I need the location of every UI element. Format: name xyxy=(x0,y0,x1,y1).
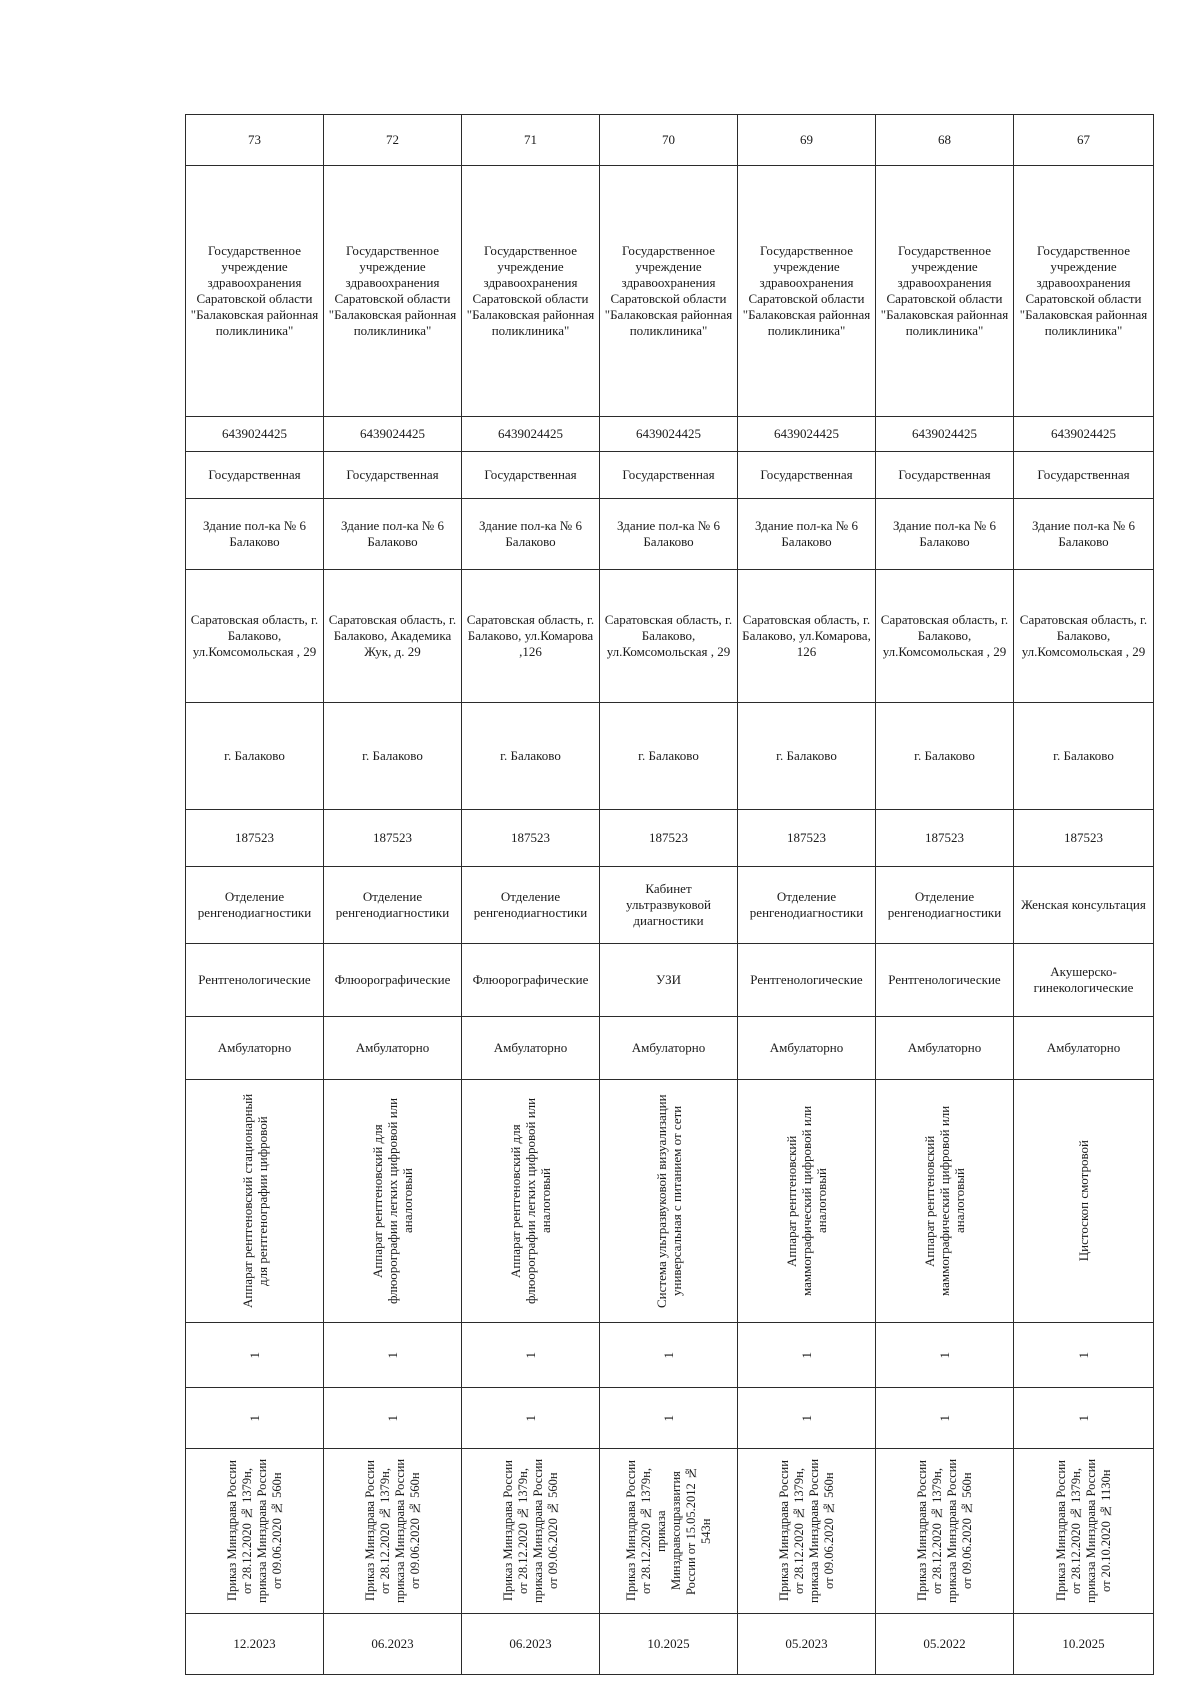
address-text: Саратовская область, г. Балаково, ул.Комсомольская , 29 xyxy=(1019,612,1148,659)
code-cell xyxy=(462,810,600,867)
device-text: Аппарат рентгеновский для флюорографии легких цифровой или аналоговый xyxy=(508,1097,553,1305)
organization-text: Государственное учреждение здравоохранения Саратовской области "Балаковская районная поликлиника" xyxy=(880,243,1009,338)
device-cell xyxy=(462,1080,600,1323)
qty-actual-text: 1 xyxy=(1076,1414,1091,1422)
ownership-cell xyxy=(600,452,738,499)
row-number-cell xyxy=(1014,115,1154,166)
organization-cell xyxy=(462,166,600,417)
address-text: Саратовская область, г. Балаково, ул.Комсомольская , 29 xyxy=(880,612,1009,659)
regulation-text: Приказ Минздрава России от 28.12.2020 № 1379н, приказа Минздрава России от 09.06.2020 № 560н xyxy=(500,1458,560,1604)
department-text: Отделение ренгенодиагностики xyxy=(473,889,588,920)
city-text: г. Балаково xyxy=(776,748,837,763)
device-text: Цистоскоп смотровой xyxy=(1076,1140,1091,1262)
qty-required-text: 1 xyxy=(247,1351,262,1359)
care-mode-text: Амбулаторно xyxy=(631,1040,706,1055)
inn-cell xyxy=(1014,417,1154,452)
table-row xyxy=(186,166,1154,417)
qty-actual-cell xyxy=(600,1388,738,1449)
date-text: 06.2023 xyxy=(509,1636,552,1651)
qty-actual-text: 1 xyxy=(523,1414,538,1422)
device-cell xyxy=(1014,1080,1154,1323)
qty-required-cell xyxy=(186,1323,324,1388)
ownership-text: Государственная xyxy=(760,467,853,482)
date-text: 12.2023 xyxy=(233,1636,276,1651)
regulation-cell xyxy=(324,1449,462,1614)
organization-cell xyxy=(1014,166,1154,417)
department-text: Отделение ренгенодиагностики xyxy=(887,889,1002,920)
table-row xyxy=(186,1323,1154,1388)
row-number-text: 73 xyxy=(248,132,261,147)
city-cell xyxy=(876,703,1014,810)
ownership-cell xyxy=(186,452,324,499)
city-cell xyxy=(324,703,462,810)
organization-text: Государственное учреждение здравоохранения Саратовской области "Балаковская районная поликлиника" xyxy=(466,243,595,338)
city-text: г. Балаково xyxy=(224,748,285,763)
code-cell xyxy=(738,810,876,867)
study-kind-text: Флюорографические xyxy=(334,972,451,987)
qty-required-cell xyxy=(462,1323,600,1388)
table-row xyxy=(186,1614,1154,1675)
study-kind-text: Флюорографические xyxy=(472,972,589,987)
address-cell xyxy=(738,570,876,703)
regulation-cell xyxy=(186,1449,324,1614)
regulation-cell xyxy=(738,1449,876,1614)
row-number-cell xyxy=(876,115,1014,166)
row-number-text: 67 xyxy=(1077,132,1090,147)
building-cell xyxy=(1014,499,1154,570)
device-text: Аппарат рентгеновский маммографический цифровой или аналоговый xyxy=(784,1105,829,1297)
care-mode-cell xyxy=(186,1017,324,1080)
table-row xyxy=(186,115,1154,166)
date-cell xyxy=(462,1614,600,1675)
table-row xyxy=(186,810,1154,867)
building-cell xyxy=(738,499,876,570)
table-row xyxy=(186,944,1154,1017)
study-kind-cell xyxy=(462,944,600,1017)
qty-actual-text: 1 xyxy=(247,1414,262,1422)
code-cell xyxy=(600,810,738,867)
device-cell xyxy=(186,1080,324,1323)
device-cell xyxy=(600,1080,738,1323)
device-text: Система ультразвуковой визуализации универсальная с питанием от сети xyxy=(653,1094,684,1308)
device-cell xyxy=(876,1080,1014,1323)
qty-required-text: 1 xyxy=(799,1351,814,1359)
care-mode-cell xyxy=(324,1017,462,1080)
department-cell xyxy=(600,867,738,944)
address-cell xyxy=(1014,570,1154,703)
address-cell xyxy=(462,570,600,703)
organization-cell xyxy=(186,166,324,417)
care-mode-text: Амбулаторно xyxy=(1046,1040,1121,1055)
study-kind-cell xyxy=(738,944,876,1017)
city-text: г. Балаково xyxy=(500,748,561,763)
care-mode-text: Амбулаторно xyxy=(217,1040,292,1055)
address-cell xyxy=(876,570,1014,703)
ownership-cell xyxy=(738,452,876,499)
city-text: г. Балаково xyxy=(638,748,699,763)
qty-required-cell xyxy=(738,1323,876,1388)
qty-required-cell xyxy=(600,1323,738,1388)
qty-required-text: 1 xyxy=(1076,1351,1091,1359)
qty-actual-cell xyxy=(324,1388,462,1449)
care-mode-cell xyxy=(462,1017,600,1080)
inn-text: 6439024425 xyxy=(1051,426,1116,441)
address-text: Саратовская область, г. Балаково, ул.Комарова, 126 xyxy=(742,612,871,659)
building-text: Здание пол-ка № 6 Балаково xyxy=(755,518,858,549)
department-cell xyxy=(462,867,600,944)
address-text: Саратовская область, г. Балаково, Академика Жук, д. 29 xyxy=(328,612,457,659)
qty-actual-cell xyxy=(1014,1388,1154,1449)
ownership-text: Государственная xyxy=(484,467,577,482)
row-number-cell xyxy=(324,115,462,166)
date-cell xyxy=(186,1614,324,1675)
code-text: 187523 xyxy=(649,830,688,845)
building-cell xyxy=(462,499,600,570)
building-text: Здание пол-ка № 6 Балаково xyxy=(617,518,720,549)
ownership-text: Государственная xyxy=(898,467,991,482)
ownership-cell xyxy=(876,452,1014,499)
study-kind-text: Акушерско-гинекологические xyxy=(1033,964,1134,995)
care-mode-text: Амбулаторно xyxy=(493,1040,568,1055)
device-cell xyxy=(324,1080,462,1323)
inn-cell xyxy=(462,417,600,452)
organization-cell xyxy=(876,166,1014,417)
building-cell xyxy=(324,499,462,570)
ownership-cell xyxy=(1014,452,1154,499)
building-text: Здание пол-ка № 6 Балаково xyxy=(893,518,996,549)
department-text: Отделение ренгенодиагностики xyxy=(749,889,864,920)
device-text: Аппарат рентгеновский маммографический цифровой или аналоговый xyxy=(922,1105,967,1297)
table-row xyxy=(186,1388,1154,1449)
care-mode-text: Амбулаторно xyxy=(907,1040,982,1055)
code-text: 187523 xyxy=(1064,830,1103,845)
code-cell xyxy=(876,810,1014,867)
qty-required-text: 1 xyxy=(385,1351,400,1359)
study-kind-cell xyxy=(324,944,462,1017)
study-kind-text: УЗИ xyxy=(656,972,681,987)
qty-required-cell xyxy=(324,1323,462,1388)
date-cell xyxy=(324,1614,462,1675)
inn-text: 6439024425 xyxy=(222,426,287,441)
care-mode-cell xyxy=(600,1017,738,1080)
table-row xyxy=(186,867,1154,944)
code-cell xyxy=(186,810,324,867)
building-cell xyxy=(876,499,1014,570)
device-text: Аппарат рентгеновский для флюорографии легких цифровой или аналоговый xyxy=(370,1097,415,1305)
address-cell xyxy=(324,570,462,703)
date-cell xyxy=(1014,1614,1154,1675)
row-number-text: 72 xyxy=(386,132,399,147)
department-text: Отделение ренгенодиагностики xyxy=(335,889,450,920)
regulation-cell xyxy=(600,1449,738,1614)
ownership-cell xyxy=(324,452,462,499)
qty-actual-cell xyxy=(186,1388,324,1449)
study-kind-cell xyxy=(876,944,1014,1017)
qty-actual-text: 1 xyxy=(661,1414,676,1422)
organization-cell xyxy=(738,166,876,417)
department-cell xyxy=(1014,867,1154,944)
date-cell xyxy=(738,1614,876,1675)
inn-cell xyxy=(600,417,738,452)
inn-cell xyxy=(876,417,1014,452)
code-cell xyxy=(324,810,462,867)
city-cell xyxy=(1014,703,1154,810)
organization-cell xyxy=(600,166,738,417)
ownership-text: Государственная xyxy=(1037,467,1130,482)
regulation-text: Приказ Минздрава России от 28.12.2020 № 1379н, приказа Минздрава России от 20.10.2020 № 1130н xyxy=(1053,1458,1113,1604)
regulation-text: Приказ Минздрава России от 28.12.2020 № 1379н, приказа Минздрава России от 09.06.2020 № 560н xyxy=(224,1458,284,1604)
qty-required-cell xyxy=(876,1323,1014,1388)
building-cell xyxy=(186,499,324,570)
row-number-text: 71 xyxy=(524,132,537,147)
row-number-text: 69 xyxy=(800,132,813,147)
regulation-cell xyxy=(462,1449,600,1614)
row-number-cell xyxy=(738,115,876,166)
city-cell xyxy=(600,703,738,810)
building-text: Здание пол-ка № 6 Балаково xyxy=(203,518,306,549)
code-cell xyxy=(1014,810,1154,867)
care-mode-text: Амбулаторно xyxy=(769,1040,844,1055)
qty-required-text: 1 xyxy=(523,1351,538,1359)
inn-text: 6439024425 xyxy=(774,426,839,441)
date-text: 05.2023 xyxy=(785,1636,828,1651)
department-text: Отделение ренгенодиагностики xyxy=(197,889,312,920)
department-cell xyxy=(876,867,1014,944)
department-cell xyxy=(324,867,462,944)
inn-text: 6439024425 xyxy=(498,426,563,441)
city-cell xyxy=(738,703,876,810)
address-text: Саратовская область, г. Балаково, ул.Комарова ,126 xyxy=(466,612,595,659)
address-text: Саратовская область, г. Балаково, ул.Комсомольская , 29 xyxy=(604,612,733,659)
date-text: 10.2025 xyxy=(1062,1636,1105,1651)
care-mode-cell xyxy=(1014,1017,1154,1080)
city-text: г. Балаково xyxy=(1053,748,1114,763)
table-row xyxy=(186,417,1154,452)
organization-text: Государственное учреждение здравоохранения Саратовской области "Балаковская районная поликлиника" xyxy=(742,243,871,338)
date-text: 10.2025 xyxy=(647,1636,690,1651)
care-mode-cell xyxy=(876,1017,1014,1080)
row-number-cell xyxy=(462,115,600,166)
date-cell xyxy=(876,1614,1014,1675)
inn-cell xyxy=(324,417,462,452)
table-row xyxy=(186,570,1154,703)
building-text: Здание пол-ка № 6 Балаково xyxy=(341,518,444,549)
ownership-text: Государственная xyxy=(346,467,439,482)
row-number-text: 68 xyxy=(938,132,951,147)
qty-actual-text: 1 xyxy=(937,1414,952,1422)
ownership-cell xyxy=(462,452,600,499)
device-cell xyxy=(738,1080,876,1323)
qty-actual-text: 1 xyxy=(385,1414,400,1422)
building-text: Здание пол-ка № 6 Балаково xyxy=(479,518,582,549)
row-number-text: 70 xyxy=(662,132,675,147)
qty-required-text: 1 xyxy=(937,1351,952,1359)
department-text: Кабинет ультразвуковой диагностики xyxy=(626,881,711,928)
code-text: 187523 xyxy=(373,830,412,845)
table-row xyxy=(186,1080,1154,1323)
table-row xyxy=(186,499,1154,570)
study-kind-cell xyxy=(186,944,324,1017)
care-mode-cell xyxy=(738,1017,876,1080)
regulation-text: Приказ Минздрава России от 28.12.2020 № 1379н, приказа Минздрава России от 09.06.2020 № 560н xyxy=(776,1458,836,1604)
inn-text: 6439024425 xyxy=(912,426,977,441)
code-text: 187523 xyxy=(511,830,550,845)
inn-text: 6439024425 xyxy=(636,426,701,441)
building-cell xyxy=(600,499,738,570)
address-cell xyxy=(186,570,324,703)
row-number-cell xyxy=(600,115,738,166)
organization-text: Государственное учреждение здравоохранения Саратовской области "Балаковская районная поликлиника" xyxy=(604,243,733,338)
qty-required-cell xyxy=(1014,1323,1154,1388)
code-text: 187523 xyxy=(235,830,274,845)
regulation-cell xyxy=(1014,1449,1154,1614)
date-text: 06.2023 xyxy=(371,1636,414,1651)
department-text: Женская консультация xyxy=(1021,897,1146,912)
care-mode-text: Амбулаторно xyxy=(355,1040,430,1055)
city-text: г. Балаково xyxy=(362,748,423,763)
inn-cell xyxy=(186,417,324,452)
qty-required-text: 1 xyxy=(661,1351,676,1359)
table-row xyxy=(186,1449,1154,1614)
inn-text: 6439024425 xyxy=(360,426,425,441)
regulation-text: Приказ Минздрава России от 28.12.2020 № 1379н, приказа Минздравсоцразвития России от 15.05.2012 № 543н xyxy=(623,1460,713,1602)
city-cell xyxy=(462,703,600,810)
address-cell xyxy=(600,570,738,703)
department-cell xyxy=(738,867,876,944)
qty-actual-cell xyxy=(738,1388,876,1449)
regulation-text: Приказ Минздрава России от 28.12.2020 № 1379н, приказа Минздрава России от 09.06.2020 № 560н xyxy=(914,1458,974,1604)
table-row xyxy=(186,703,1154,810)
inn-cell xyxy=(738,417,876,452)
code-text: 187523 xyxy=(787,830,826,845)
code-text: 187523 xyxy=(925,830,964,845)
regulation-cell xyxy=(876,1449,1014,1614)
building-text: Здание пол-ка № 6 Балаково xyxy=(1032,518,1135,549)
address-text: Саратовская область, г. Балаково, ул.Комсомольская , 29 xyxy=(190,612,319,659)
department-cell xyxy=(186,867,324,944)
study-kind-text: Рентгенологические xyxy=(888,972,1001,987)
study-kind-text: Рентгенологические xyxy=(750,972,863,987)
date-cell xyxy=(600,1614,738,1675)
ownership-text: Государственная xyxy=(208,467,301,482)
city-cell xyxy=(186,703,324,810)
study-kind-cell xyxy=(600,944,738,1017)
date-text: 05.2022 xyxy=(923,1636,966,1651)
regulation-text: Приказ Минздрава России от 28.12.2020 № 1379н, приказа Минздрава России от 09.06.2020 № 560н xyxy=(362,1458,422,1604)
equipment-register-table xyxy=(185,114,1154,1675)
organization-cell xyxy=(324,166,462,417)
qty-actual-cell xyxy=(876,1388,1014,1449)
qty-actual-cell xyxy=(462,1388,600,1449)
table-row xyxy=(186,452,1154,499)
device-text: Аппарат рентгеновский стационарный для рентгенографии цифровой xyxy=(239,1093,270,1309)
study-kind-cell xyxy=(1014,944,1154,1017)
organization-text: Государственное учреждение здравоохранения Саратовской области "Балаковская районная поликлиника" xyxy=(190,243,319,338)
ownership-text: Государственная xyxy=(622,467,715,482)
qty-actual-text: 1 xyxy=(799,1414,814,1422)
table-row xyxy=(186,1017,1154,1080)
city-text: г. Балаково xyxy=(914,748,975,763)
study-kind-text: Рентгенологические xyxy=(198,972,311,987)
organization-text: Государственное учреждение здравоохранения Саратовской области "Балаковская районная поликлиника" xyxy=(328,243,457,338)
row-number-cell xyxy=(186,115,324,166)
organization-text: Государственное учреждение здравоохранения Саратовской области "Балаковская районная поликлиника" xyxy=(1019,243,1148,338)
